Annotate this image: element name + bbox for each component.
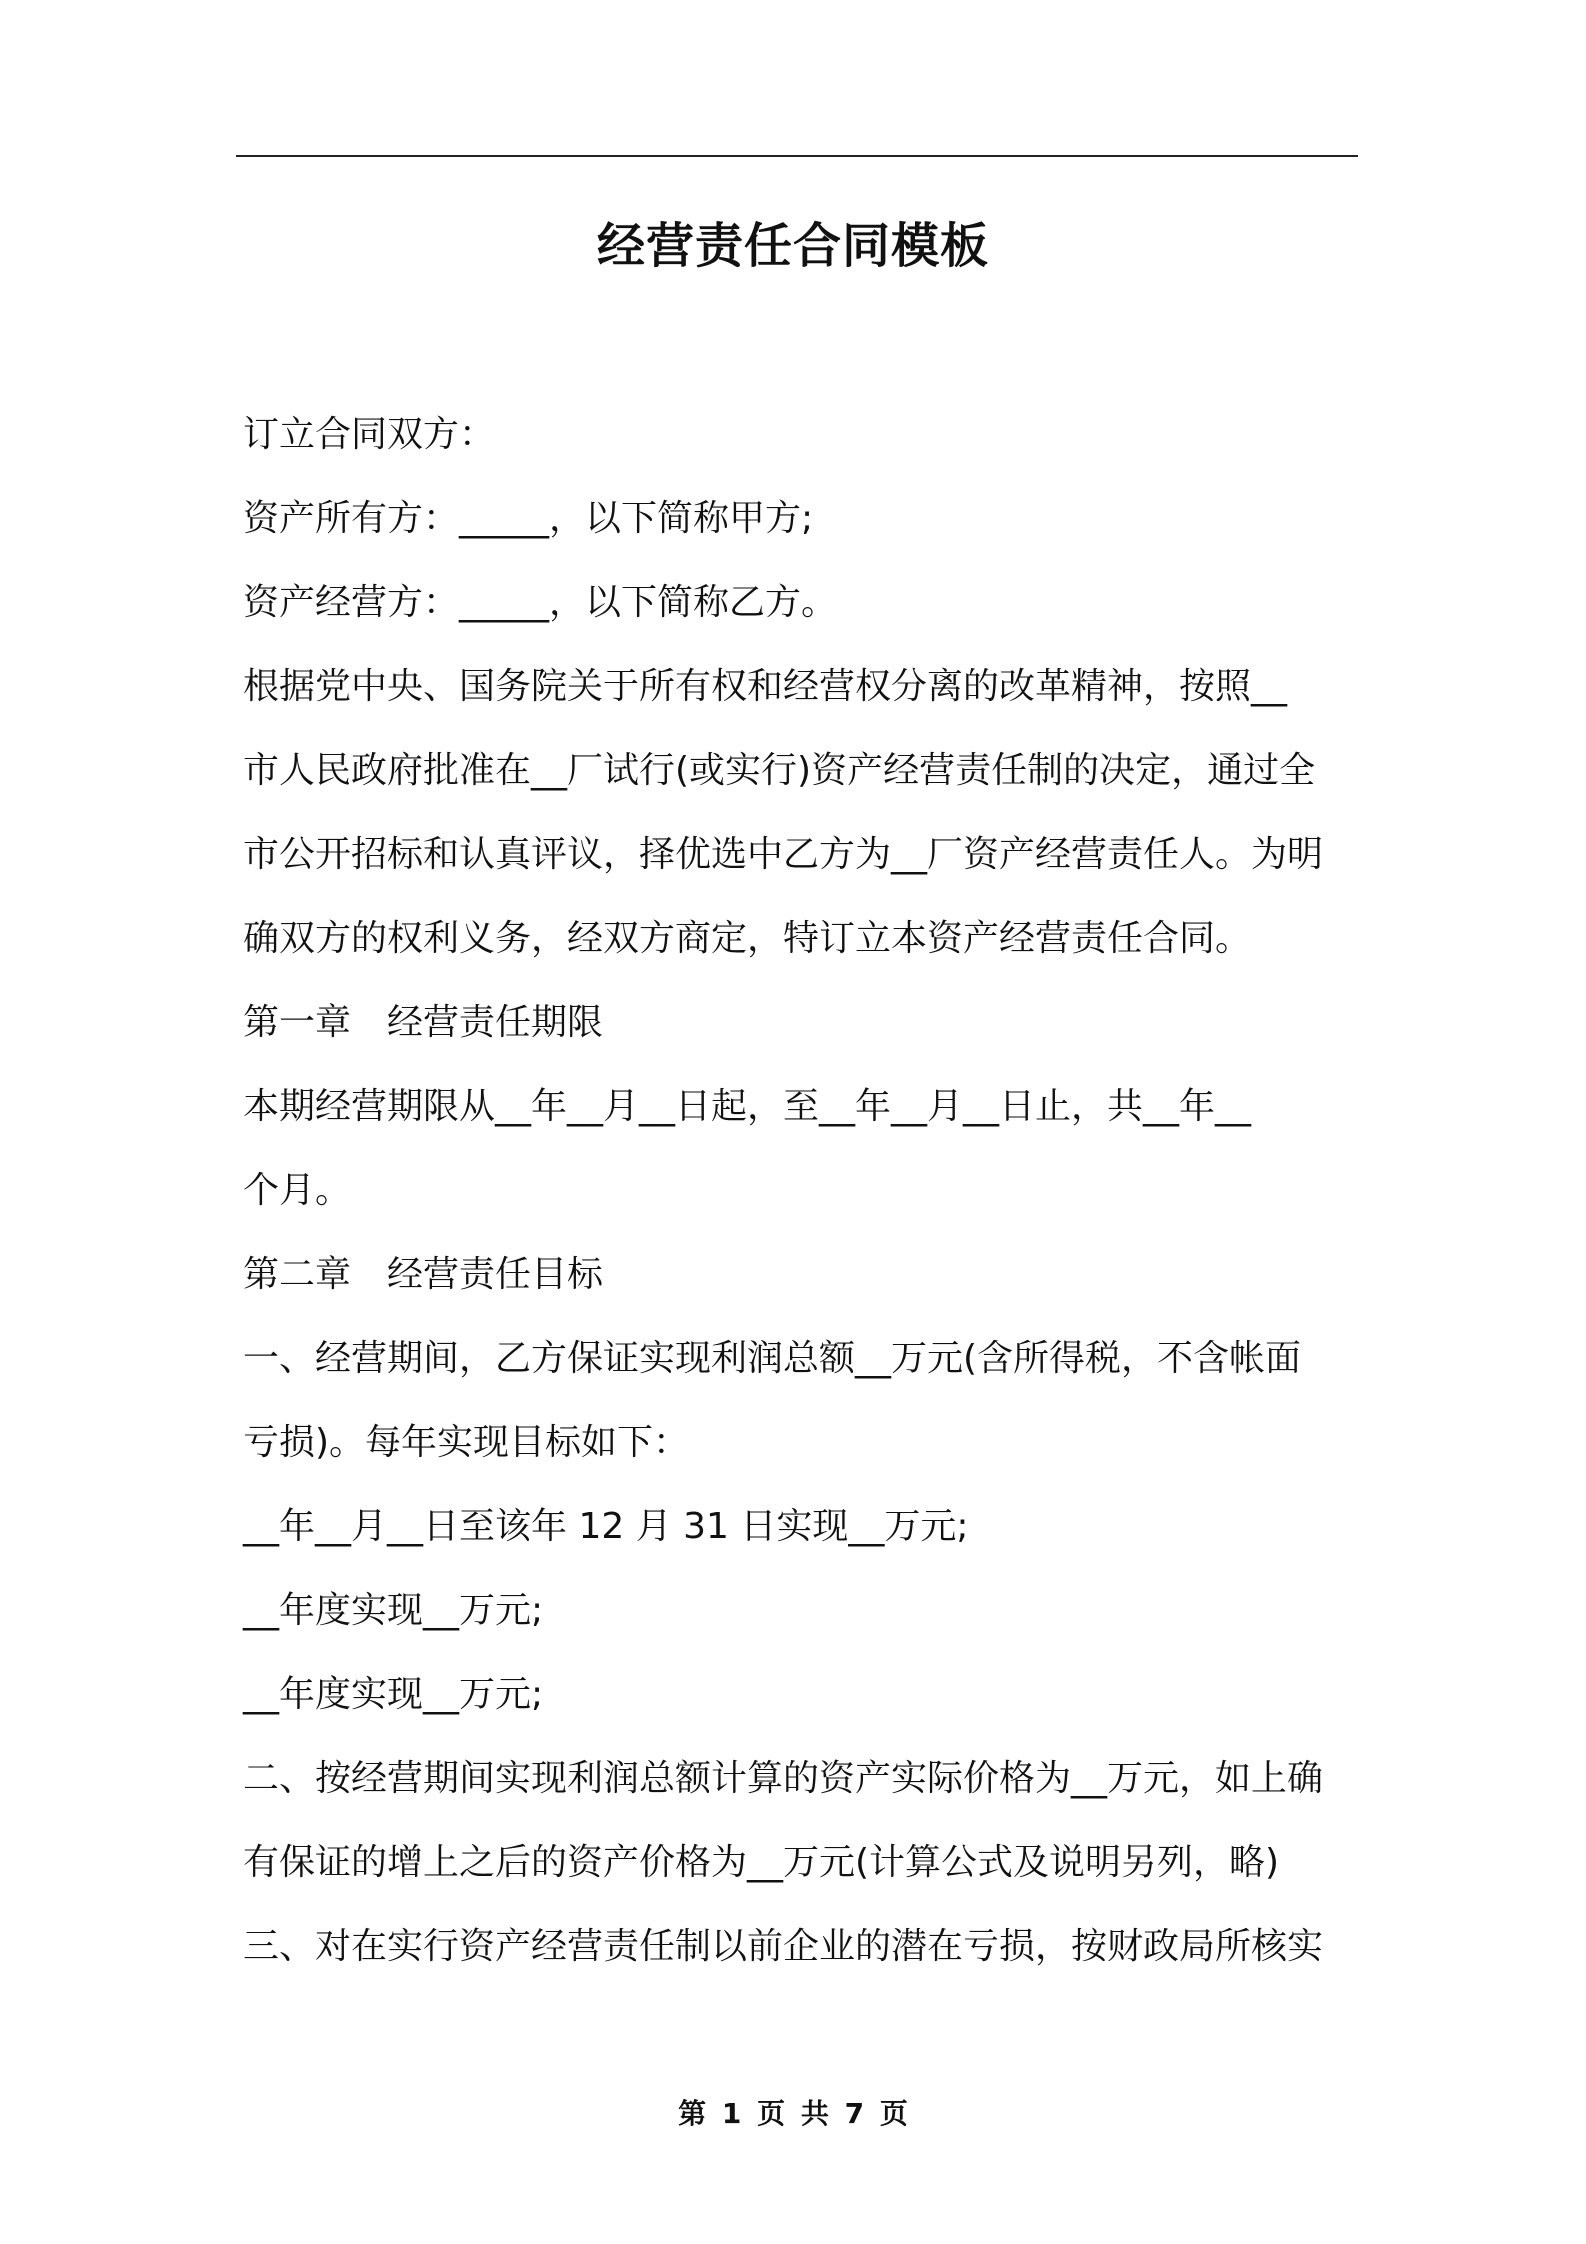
body-line: 亏损)。每年实现目标如下：	[243, 1422, 690, 1463]
body-line: __年__月__日至该年 12 月 31 日实现__万元;	[243, 1506, 969, 1547]
body-line: __年度实现__万元;	[243, 1590, 544, 1631]
body-line: 资产经营方：_____，以下简称乙方。	[243, 582, 838, 623]
header-rule	[236, 155, 1358, 157]
body-line: 确双方的权利义务，经双方商定，特订立本资产经营责任合同。	[243, 918, 1252, 959]
body-line: 市人民政府批准在__厂试行(或实行)资产经营责任制的决定，通过全	[243, 750, 1316, 791]
body-line: 有保证的增上之后的资产价格为__万元(计算公式及说明另列，略)	[243, 1842, 1280, 1883]
body-line: 本期经营期限从__年__月__日起，至__年__月__日止，共__年__	[243, 1086, 1252, 1127]
body-line: 资产所有方：_____，以下简称甲方;	[243, 498, 814, 539]
chapter-heading: 第二章 经营责任目标	[243, 1254, 604, 1295]
body-line: 二、按经营期间实现利润总额计算的资产实际价格为__万元，如上确	[243, 1758, 1324, 1799]
body-line: 根据党中央、国务院关于所有权和经营权分离的改革精神，按照__	[243, 666, 1288, 707]
chapter-heading: 第一章 经营责任期限	[243, 1002, 604, 1043]
page-number: 第 1 页 共 7 页	[678, 2097, 908, 2130]
body-line: 订立合同双方：	[243, 414, 496, 455]
body-line: __年度实现__万元;	[243, 1674, 544, 1715]
body-line: 三、对在实行资产经营责任制以前企业的潜在亏损，按财政局所核实	[243, 1926, 1324, 1967]
body-line: 个月。	[243, 1170, 352, 1211]
body-line: 一、经营期间，乙方保证实现利润总额__万元(含所得税，不含帐面	[243, 1338, 1302, 1379]
document-title: 经营责任合同模板	[596, 218, 989, 274]
body-line: 市公开招标和认真评议，择优选中乙方为__厂资产经营责任人。为明	[243, 834, 1324, 875]
